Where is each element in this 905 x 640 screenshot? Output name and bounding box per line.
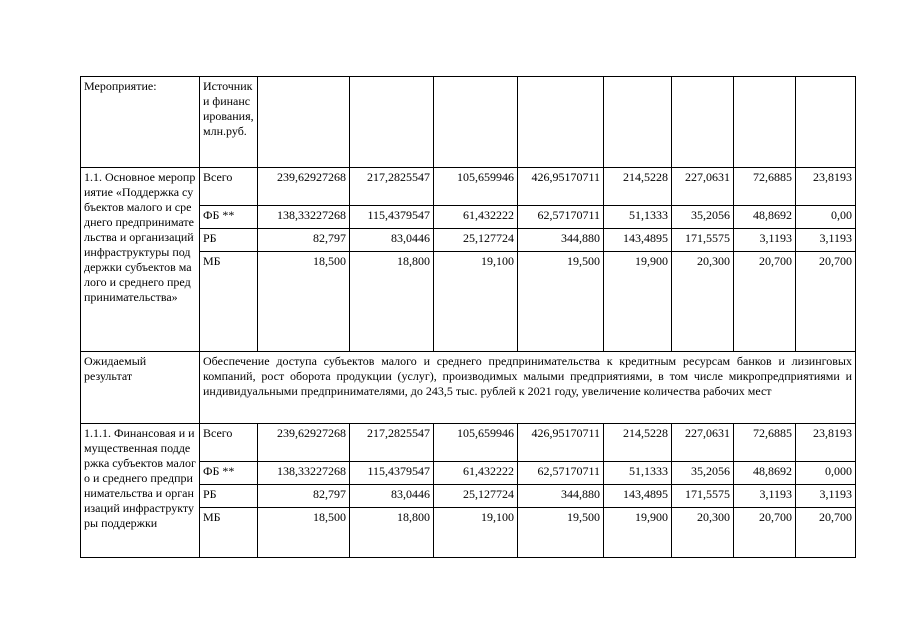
value-cell: 20,300 xyxy=(672,508,734,558)
value-cell: 171,5575 xyxy=(672,229,734,252)
value-cell: 143,4895 xyxy=(604,229,672,252)
value-cell: 0,00 xyxy=(796,206,856,229)
value-cell: 3,1193 xyxy=(796,229,856,252)
table-row xyxy=(81,168,856,206)
value-cell: 171,5575 xyxy=(672,485,734,508)
financing-table xyxy=(80,76,856,558)
value-cell: 214,5228 xyxy=(604,168,672,206)
value-cell: 20,700 xyxy=(796,508,856,558)
value-cell: 115,4379547 xyxy=(350,206,434,229)
value-cell: 115,4379547 xyxy=(350,462,434,485)
empty-header-cell xyxy=(796,77,856,168)
value-cell: 25,127724 xyxy=(434,229,518,252)
value-cell: 227,0631 xyxy=(672,424,734,462)
value-cell: 48,8692 xyxy=(734,206,796,229)
source-cell: Всего xyxy=(200,424,258,462)
value-cell: 239,62927268 xyxy=(258,424,350,462)
value-cell: 344,880 xyxy=(518,229,604,252)
value-cell: 217,2825547 xyxy=(350,168,434,206)
value-cell: 214,5228 xyxy=(604,424,672,462)
empty-header-cell xyxy=(434,77,518,168)
value-cell: 23,8193 xyxy=(796,424,856,462)
value-cell: 3,1193 xyxy=(734,485,796,508)
value-cell: 3,1193 xyxy=(734,229,796,252)
expected-result-text: Обеспечение доступа субъектов малого и среднего предпринимательства к кредитным ресурсам банков и лизинговых компаний, рост оборота продукции (услуг), производимых малыми предприятиями, в том числе микропредприятиями и индивидуальными предпринимателями, до 243,5 тыс. рублей к 2021 году, увеличение количества рабочих мест xyxy=(200,352,856,424)
value-cell: 138,33227268 xyxy=(258,462,350,485)
empty-header-cell xyxy=(518,77,604,168)
activity-header: Мероприятие: xyxy=(81,77,200,168)
value-cell: 20,700 xyxy=(796,252,856,352)
value-cell: 344,880 xyxy=(518,485,604,508)
value-cell: 20,700 xyxy=(734,508,796,558)
value-cell: 0,000 xyxy=(796,462,856,485)
source-cell: МБ xyxy=(200,508,258,558)
value-cell: 62,57170711 xyxy=(518,462,604,485)
value-cell: 239,62927268 xyxy=(258,168,350,206)
value-cell: 105,659946 xyxy=(434,424,518,462)
value-cell: 19,100 xyxy=(434,508,518,558)
source-cell: РБ xyxy=(200,229,258,252)
value-cell: 35,2056 xyxy=(672,206,734,229)
empty-header-cell xyxy=(350,77,434,168)
value-cell: 19,500 xyxy=(518,508,604,558)
table-row xyxy=(81,424,856,462)
value-cell: 18,800 xyxy=(350,252,434,352)
source-cell: ФБ ** xyxy=(200,206,258,229)
value-cell: 138,33227268 xyxy=(258,206,350,229)
value-cell: 18,500 xyxy=(258,508,350,558)
empty-header-cell xyxy=(604,77,672,168)
value-cell: 18,500 xyxy=(258,252,350,352)
header-row xyxy=(81,77,856,168)
value-cell: 18,800 xyxy=(350,508,434,558)
empty-header-cell xyxy=(258,77,350,168)
value-cell: 426,95170711 xyxy=(518,424,604,462)
value-cell: 72,6885 xyxy=(734,168,796,206)
value-cell: 3,1193 xyxy=(796,485,856,508)
value-cell: 48,8692 xyxy=(734,462,796,485)
value-cell: 23,8193 xyxy=(796,168,856,206)
value-cell: 51,1333 xyxy=(604,206,672,229)
value-cell: 19,900 xyxy=(604,508,672,558)
empty-header-cell xyxy=(734,77,796,168)
value-cell: 227,0631 xyxy=(672,168,734,206)
empty-header-cell xyxy=(672,77,734,168)
value-cell: 426,95170711 xyxy=(518,168,604,206)
value-cell: 83,0446 xyxy=(350,229,434,252)
source-cell: Всего xyxy=(200,168,258,206)
expected-result-row xyxy=(81,352,856,424)
source-cell: ФБ ** xyxy=(200,462,258,485)
value-cell: 82,797 xyxy=(258,485,350,508)
source-header: Источники финансирования, млн.руб. xyxy=(200,77,258,168)
value-cell: 20,700 xyxy=(734,252,796,352)
value-cell: 19,500 xyxy=(518,252,604,352)
value-cell: 61,432222 xyxy=(434,206,518,229)
source-cell: РБ xyxy=(200,485,258,508)
value-cell: 72,6885 xyxy=(734,424,796,462)
value-cell: 105,659946 xyxy=(434,168,518,206)
value-cell: 25,127724 xyxy=(434,485,518,508)
value-cell: 83,0446 xyxy=(350,485,434,508)
value-cell: 19,100 xyxy=(434,252,518,352)
expected-result-label: Ожидаемый результат xyxy=(81,352,200,424)
value-cell: 35,2056 xyxy=(672,462,734,485)
activity-title: 1.1. Основное мероприятие «Поддержка субъектов малого и среднего предпринимательства и организаций инфраструктуры поддержки субъектов малого и среднего предпринимательства» xyxy=(81,168,200,352)
value-cell: 20,300 xyxy=(672,252,734,352)
value-cell: 82,797 xyxy=(258,229,350,252)
source-cell: МБ xyxy=(200,252,258,352)
value-cell: 19,900 xyxy=(604,252,672,352)
value-cell: 61,432222 xyxy=(434,462,518,485)
value-cell: 217,2825547 xyxy=(350,424,434,462)
value-cell: 143,4895 xyxy=(604,485,672,508)
value-cell: 51,1333 xyxy=(604,462,672,485)
sub-activity-title: 1.1.1. Финансовая и имущественная поддержка субъектов малого и среднего предпринимательства и организаций инфраструктуры поддержки xyxy=(81,424,200,558)
value-cell: 62,57170711 xyxy=(518,206,604,229)
